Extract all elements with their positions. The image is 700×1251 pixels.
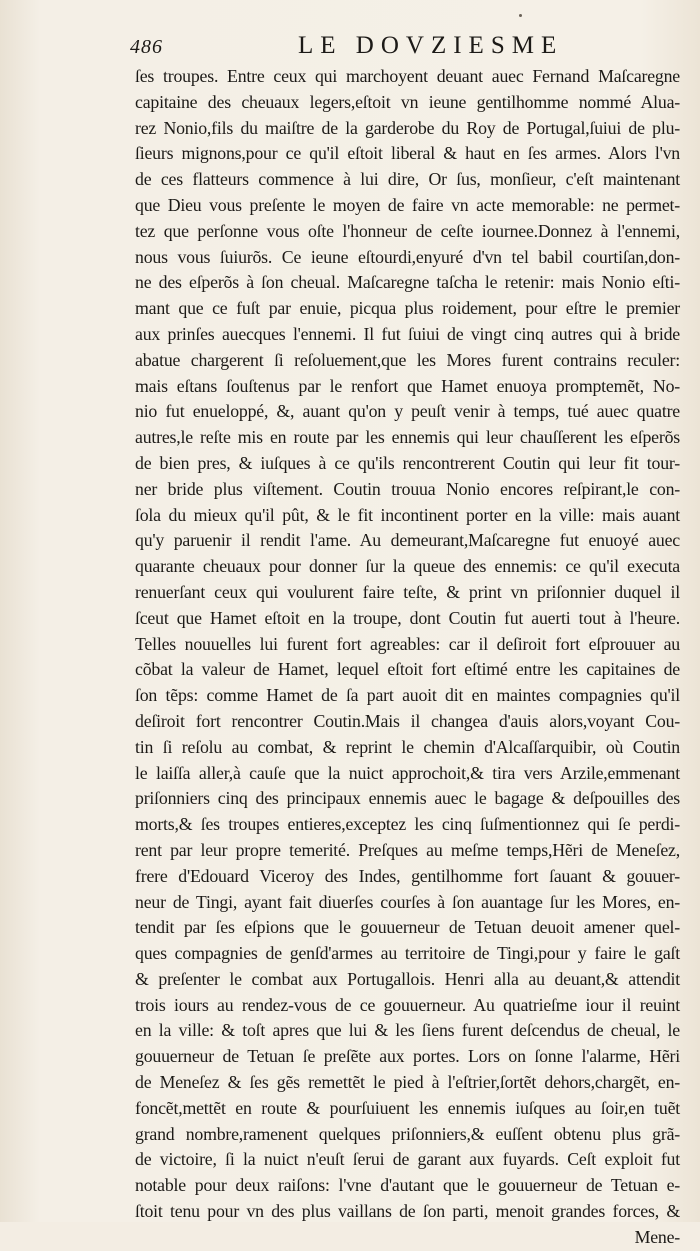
text-line: de bien pres, & iuſques à ce qu'ils rencontrerent Coutin qui leur fit tour-: [135, 452, 680, 473]
text-line: foncẽt,mettẽt en route & pourſuiuent les ennemis iuſques au ſoir,en tuẽt: [135, 1097, 680, 1118]
text-line: mais eſtans ſouſtenus par le renfort que Hamet enuoya promptemẽt, No-: [135, 375, 680, 396]
text-line: & preſenter le combat aux Portugallois. Henri alla au deuant,& attendit: [135, 968, 680, 989]
text-line: tin ſi reſolu au combat, & reprint le chemin d'Alcaſſarquibir, où Coutin: [135, 736, 680, 757]
text-line: ſon tẽps: comme Hamet de ſa part auoit dit en maintes compagnies qu'il: [135, 685, 680, 706]
text-line: ſceut que Hamet eſtoit en la troupe, dont Coutin fut auerti tout à l'heure.: [135, 607, 680, 628]
text-line: en la ville: & toſt apres que lui & les ſiens furent deſcendus de cheual, le: [135, 1020, 680, 1041]
text-line: ne des eſperõs à ſon cheual. Maſcaregne taſcha le retenir: mais Nonio eſti-: [135, 272, 680, 293]
text-line: gouuerneur de Tetuan ſe preſẽte aux portes. Lors on ſonne l'alarme, Hẽri: [135, 1046, 680, 1067]
text-line: Telles nouuelles lui furent fort agreables: car il deſiroit fort eſprouuer au: [135, 633, 680, 654]
text-line: abatue chargerent ſi reſoluement,que les Mores furent contrains reculer:: [135, 349, 680, 370]
text-line: trois iours au rendez-vous de ce gouuerneur. Au quatrieſme iour il reuint: [135, 994, 680, 1015]
page-header: [130, 32, 675, 62]
text-line: nio fut enueloppé, &, auant qu'on y peuſt venir à temps, tué auec quatre: [135, 401, 680, 422]
text-line: rent par leur propre temerité. Preſques au meſme temps,Hẽri de Meneſez,: [135, 839, 680, 860]
text-line: qu'y paruenir il rendit l'ame. Au demeurant,Maſcaregne fut enuoyé auec: [135, 530, 680, 551]
text-line: nous vous ſuiurõs. Ce ieune eſtourdi,enyuré d'vn tel babil courtiſan,don-: [135, 246, 680, 267]
text-line: morts,& ſes troupes entieres,exceptez les cinq ſuſmentionnez qui ſe perdi-: [135, 814, 680, 835]
text-line: capitaine des cheuaux legers,eſtoit vn ieune gentilhomme nommé Alua-: [135, 91, 680, 112]
text-line: cõbat la valeur de Hamet, lequel eſtoit fort eſtimé entre les capitaines de: [135, 659, 680, 680]
running-title: LE DOVZIESME: [298, 32, 564, 59]
text-line: quarante cheuaux pour donner ſur la queue des ennemis: ce qu'il executa: [135, 556, 680, 577]
text-line: aux prinſes auecques l'ennemi. Il fut ſuiui de vingt cinq autres qui à bride: [135, 323, 680, 344]
text-line: mant que ce fuſt par enuie, picqua plus roidement, pour eſtre le premier: [135, 298, 680, 319]
text-line: ner bride plus viſtement. Coutin trouua Nonio encores reſpirant,le con-: [135, 478, 680, 499]
text-line: rez Nonio,fils du maiſtre de la garderobe du Roy de Portugal,ſuiui de plu-: [135, 117, 680, 138]
text-line: de Meneſez & ſes gẽs remettẽt le pied à l'eſtrier,ſortẽt dehors,chargẽt, en-: [135, 1072, 680, 1093]
text-line: ſola du mieux qu'il pût, & le fit incontinent porter en la ville: mais auant: [135, 504, 680, 525]
body-text: [135, 64, 680, 1251]
text-line: ſieurs mignons,pour ce qu'il eſtoit liberal & haut en ſes armes. Alors l'vn: [135, 143, 680, 164]
catchword: Mene-: [634, 1226, 680, 1247]
text-line: deſiroit fort rencontrer Coutin.Mais il changea d'auis alors,voyant Cou-: [135, 710, 680, 731]
text-line: de victoire, ſi la nuict n'euſt ſerui de garant aux fuyards. Ceſt exploit fut: [135, 1149, 680, 1170]
text-line: grand nombre,ramenent quelques priſonniers,& euſſent obtenu plus grã-: [135, 1123, 680, 1144]
text-line: que Dieu vous preſente le moyen de faire vn acte memorable: ne permet-: [135, 194, 680, 215]
text-line: neur de Tingi, ayant fait diuerſes courſes à ſon auantage ſur les Mores, en-: [135, 891, 680, 912]
ink-speck: [519, 14, 522, 17]
text-line: ſes troupes. Entre ceux qui marchoyent deuant auec Fernand Maſcaregne: [135, 66, 680, 86]
text-line: renuerſant ceux qui voulurent faire teſte, & print vn priſonnier duquel il: [135, 581, 680, 602]
page-number: 486: [130, 36, 163, 58]
text-line: ques compagnies de genſd'armes au territoire de Tingi,pour y faire le gaſt: [135, 943, 680, 964]
text-line: le laiſſa aller,à cauſe que la nuict approchoit,& tira vers Arzile,emmenant: [135, 762, 680, 783]
text-line: tez que perſonne vous oſte l'honneur de ceſte iournee.Donnez à l'ennemi,: [135, 220, 680, 241]
text-line: ſtoit tenu pour vn des plus vaillans de ſon parti, menoit grandes forces, &: [135, 1201, 680, 1222]
text-line: priſonniers cinq des principaux ennemis auec le bagage & deſpouilles des: [135, 788, 680, 809]
text-line: de ces flatteurs commence à lui dire, Or ſus, monſieur, c'eſt maintenant: [135, 169, 680, 190]
text-line: tendit par ſes eſpions que le gouuerneur de Tetuan deuoit amener quel-: [135, 917, 680, 938]
text-line: autres,le reſte mis en route par les ennemis qui leur chauſſerent les eſperõs: [135, 427, 680, 448]
text-line: frere d'Edouard Viceroy des Indes, gentilhomme fort ſauant & gouuer-: [135, 865, 680, 886]
text-line: notable pour deux raiſons: l'vne d'autant que le gouuerneur de Tetuan e-: [135, 1175, 680, 1196]
